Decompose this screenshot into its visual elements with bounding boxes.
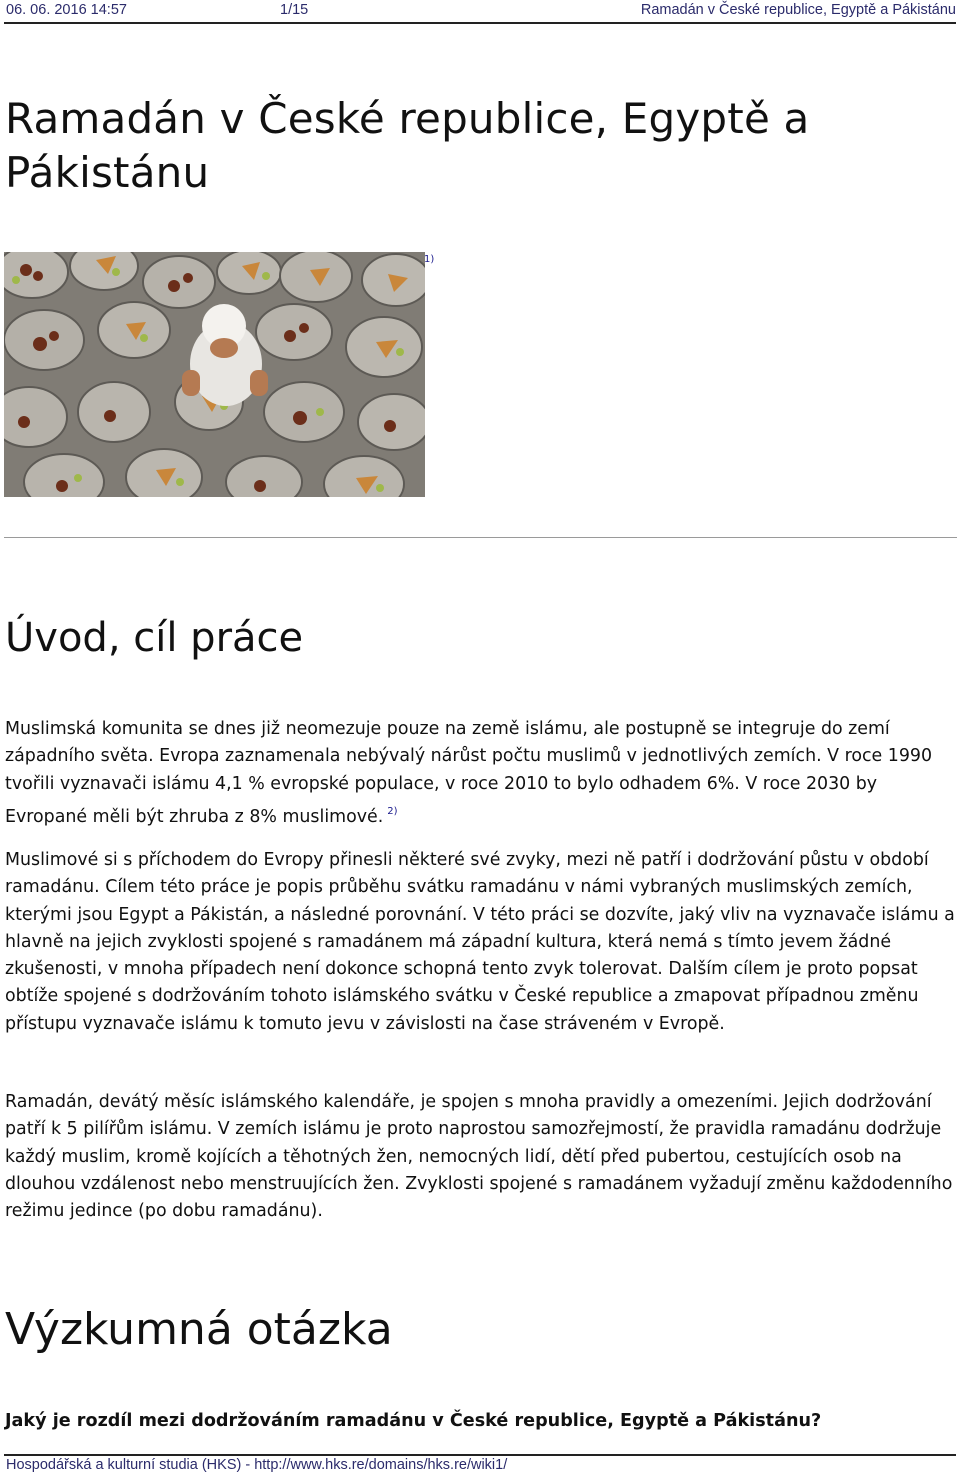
footnote-ref-1[interactable]: 1) xyxy=(424,254,435,265)
section-divider xyxy=(4,537,957,538)
article-photo xyxy=(4,252,425,497)
page-number: 1/15 xyxy=(280,2,309,18)
intro-paragraph-3: Ramadán, devátý měsíc islámského kalendáře, je spojen s mnoha pravidly a omezeními. Jejich dodržování patří k 5 pilířům islámu. V zemích islámu je proto naprostou samozřejmostí, že pravidla ramadánu dodržuje každý muslim, kromě kojících a těhotných žen, nemocných lidí, dětí před pubertou, cestujících osob na dlouhou vzdálenost nebo menstruujících žen. Zvyklosti spojené s ramadánem vyžadují změnu každodenního režimu jedince (po dobu ramadánu). xyxy=(5,1092,953,1222)
print-footer: Hospodářská a kulturní studia (HKS) - http://www.hks.re/domains/hks.re/wiki1/ xyxy=(6,1457,508,1473)
research-question: Jaký je rozdíl mezi dodržováním ramadánu v České republice, Egyptě a Pákistánu? xyxy=(5,1411,822,1431)
intro-paragraph-2: Muslimové si s příchodem do Evropy přinesli některé své zvyky, mezi ně patří i dodržování půstu v období ramadánu. Cílem této práce je popis průběhu svátku ramadánu v námi vybraných muslimských zemích, kterými jsou Egypt a Pákistán, a následné porovnání. V této práci se dozvíte, jaký vliv na vyznavače islámu a hlavně na jejich zvyklosti spojené s ramadánem má západní kultura, která nemá s tímto jevem žádné zkušenosti, v mnoha případech není dokonce schopná tento zvyk tolerovat. Dalším cílem je proto popsat obtíže spojené s dodržováním tohoto islámského svátku v České republice a zmapovat případnou změnu přístupu vyznavače islámu k tomuto jevu v závislosti na čase stráveném v Evropě. xyxy=(5,850,955,1034)
footer-divider xyxy=(4,1454,956,1456)
header-divider xyxy=(4,22,956,24)
research-heading: Výzkumná otázka xyxy=(5,1304,393,1355)
intro-heading: Úvod, cíl práce xyxy=(5,615,304,661)
photo-illustration xyxy=(4,252,425,497)
print-date: 06. 06. 2016 14:57 xyxy=(6,2,127,18)
header-doc-title: Ramadán v České republice, Egyptě a Pákistánu xyxy=(640,2,956,18)
footnote-ref-2[interactable]: 2) xyxy=(387,805,398,817)
page-title: Ramadán v České republice, Egyptě a Pákistánu xyxy=(5,94,810,197)
print-header xyxy=(6,2,956,22)
intro-paragraph-1-text: Muslimská komunita se dnes již neomezuje pouze na země islámu, ale postupně se integruje do zemí západního světa. Evropa zaznamenala nebývalý nárůst počtu muslimů v jednotlivých zemích. V roce 1990 tvořili vyznavači islámu 4,1 % evropské populace, v roce 2010 to bylo odhadem 6%. V roce 2030 by Evropané měli být zhruba z 8% muslimové. xyxy=(5,719,933,827)
intro-paragraph-1 xyxy=(5,716,957,831)
